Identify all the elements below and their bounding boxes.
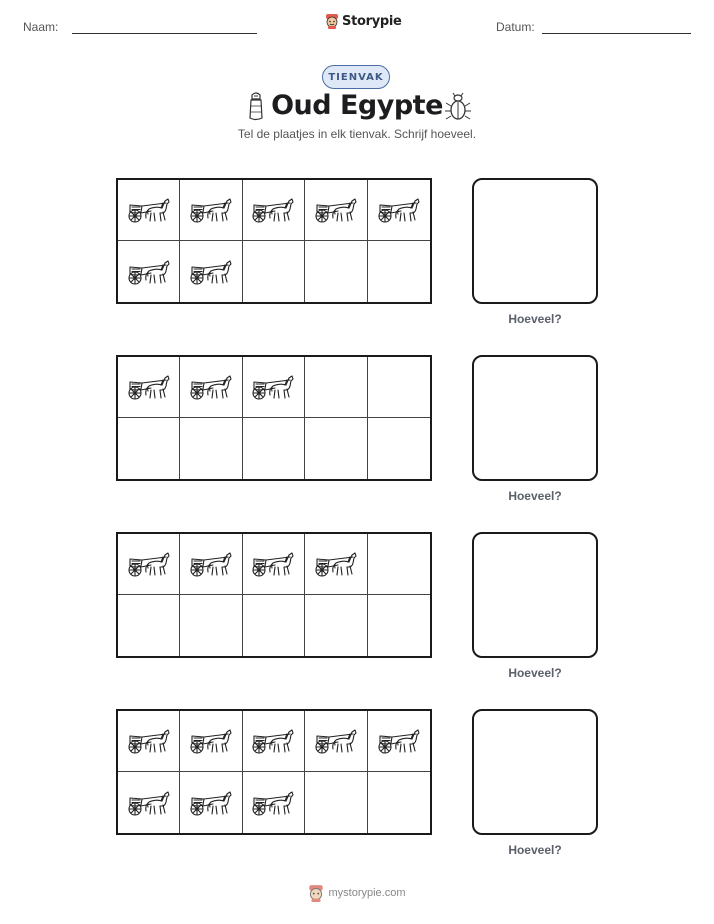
horse-chariot-icon [127, 196, 171, 224]
horse-chariot-icon [377, 196, 421, 224]
horse-chariot-icon [251, 373, 295, 401]
ten-frame-cell [243, 180, 305, 241]
ten-frame-cell [243, 357, 305, 418]
horse-chariot-icon [314, 727, 358, 755]
page-title: Oud Egypte [271, 90, 443, 121]
horse-chariot-icon [314, 196, 358, 224]
answer-box-2[interactable] [472, 355, 598, 481]
ten-frame-1 [116, 178, 432, 304]
ten-frame-cell [118, 595, 180, 656]
horse-chariot-icon [189, 196, 233, 224]
brand-logo [325, 13, 402, 29]
ten-frame-cell [305, 595, 367, 656]
ten-frame-cell [118, 534, 180, 595]
ten-frame-cell [368, 418, 430, 479]
ten-frame-cell [368, 772, 430, 833]
ten-frame-cell [305, 534, 367, 595]
horse-chariot-icon [251, 789, 295, 817]
ten-frame-cell [305, 772, 367, 833]
ten-frame-cell [118, 357, 180, 418]
horse-chariot-icon [189, 258, 233, 286]
ten-frame-4 [116, 709, 432, 835]
storypie-mascot-icon [308, 884, 324, 902]
footer-site: mystorypie.com [328, 887, 406, 899]
brand-name: Storypie [342, 13, 402, 29]
ten-frame-3 [116, 532, 432, 658]
ten-frame-cell [118, 418, 180, 479]
ten-frame-cell [305, 711, 367, 772]
ten-frame-cell [118, 180, 180, 241]
ten-frame-cell [243, 711, 305, 772]
ten-frame-cell [368, 180, 430, 241]
horse-chariot-icon [189, 727, 233, 755]
ten-frame-cell [368, 357, 430, 418]
ten-frame-cell [180, 534, 242, 595]
ten-frame-cell [243, 534, 305, 595]
ten-frame-cell [305, 180, 367, 241]
answer-box-4[interactable] [472, 709, 598, 835]
footer [0, 884, 714, 902]
topic-badge: TIENVAK [322, 65, 390, 89]
scarab-beetle-icon [444, 92, 472, 122]
ten-frame-cell [180, 418, 242, 479]
ten-frame-cell [180, 772, 242, 833]
count-prompt-3: Hoeveel? [508, 666, 562, 680]
ten-frame-2 [116, 355, 432, 481]
horse-chariot-icon [189, 373, 233, 401]
ten-frame-cell [243, 418, 305, 479]
name-label: Naam: [23, 20, 59, 34]
ten-frame-cell [305, 241, 367, 302]
answer-box-3[interactable] [472, 532, 598, 658]
horse-chariot-icon [127, 373, 171, 401]
name-field[interactable] [72, 33, 257, 34]
ten-frame-cell [118, 772, 180, 833]
instruction-text: Tel de plaatjes in elk tienvak. Schrijf hoeveel. [237, 127, 477, 141]
ten-frame-cell [305, 357, 367, 418]
horse-chariot-icon [189, 550, 233, 578]
horse-chariot-icon [127, 258, 171, 286]
ten-frame-cell [368, 241, 430, 302]
date-label: Datum: [496, 20, 535, 34]
horse-chariot-icon [251, 550, 295, 578]
count-prompt-2: Hoeveel? [508, 489, 562, 503]
horse-chariot-icon [189, 789, 233, 817]
date-field[interactable] [542, 33, 691, 34]
count-prompt-4: Hoeveel? [508, 843, 562, 857]
horse-chariot-icon [251, 727, 295, 755]
ten-frame-cell [180, 711, 242, 772]
horse-chariot-icon [127, 727, 171, 755]
horse-chariot-icon [127, 550, 171, 578]
horse-chariot-icon [127, 789, 171, 817]
horse-chariot-icon [314, 550, 358, 578]
ten-frame-cell [118, 241, 180, 302]
ten-frame-cell [118, 711, 180, 772]
ten-frame-cell [368, 534, 430, 595]
ten-frame-cell [180, 241, 242, 302]
count-prompt-1: Hoeveel? [508, 312, 562, 326]
ten-frame-cell [368, 595, 430, 656]
ten-frame-cell [243, 595, 305, 656]
ten-frame-cell [180, 595, 242, 656]
ten-frame-cell [305, 418, 367, 479]
ten-frame-cell [243, 772, 305, 833]
horse-chariot-icon [377, 727, 421, 755]
horse-chariot-icon [251, 196, 295, 224]
ten-frame-cell [180, 180, 242, 241]
storypie-mascot-icon [325, 13, 339, 29]
ten-frame-cell [243, 241, 305, 302]
answer-box-1[interactable] [472, 178, 598, 304]
ten-frame-cell [180, 357, 242, 418]
ten-frame-cell [368, 711, 430, 772]
